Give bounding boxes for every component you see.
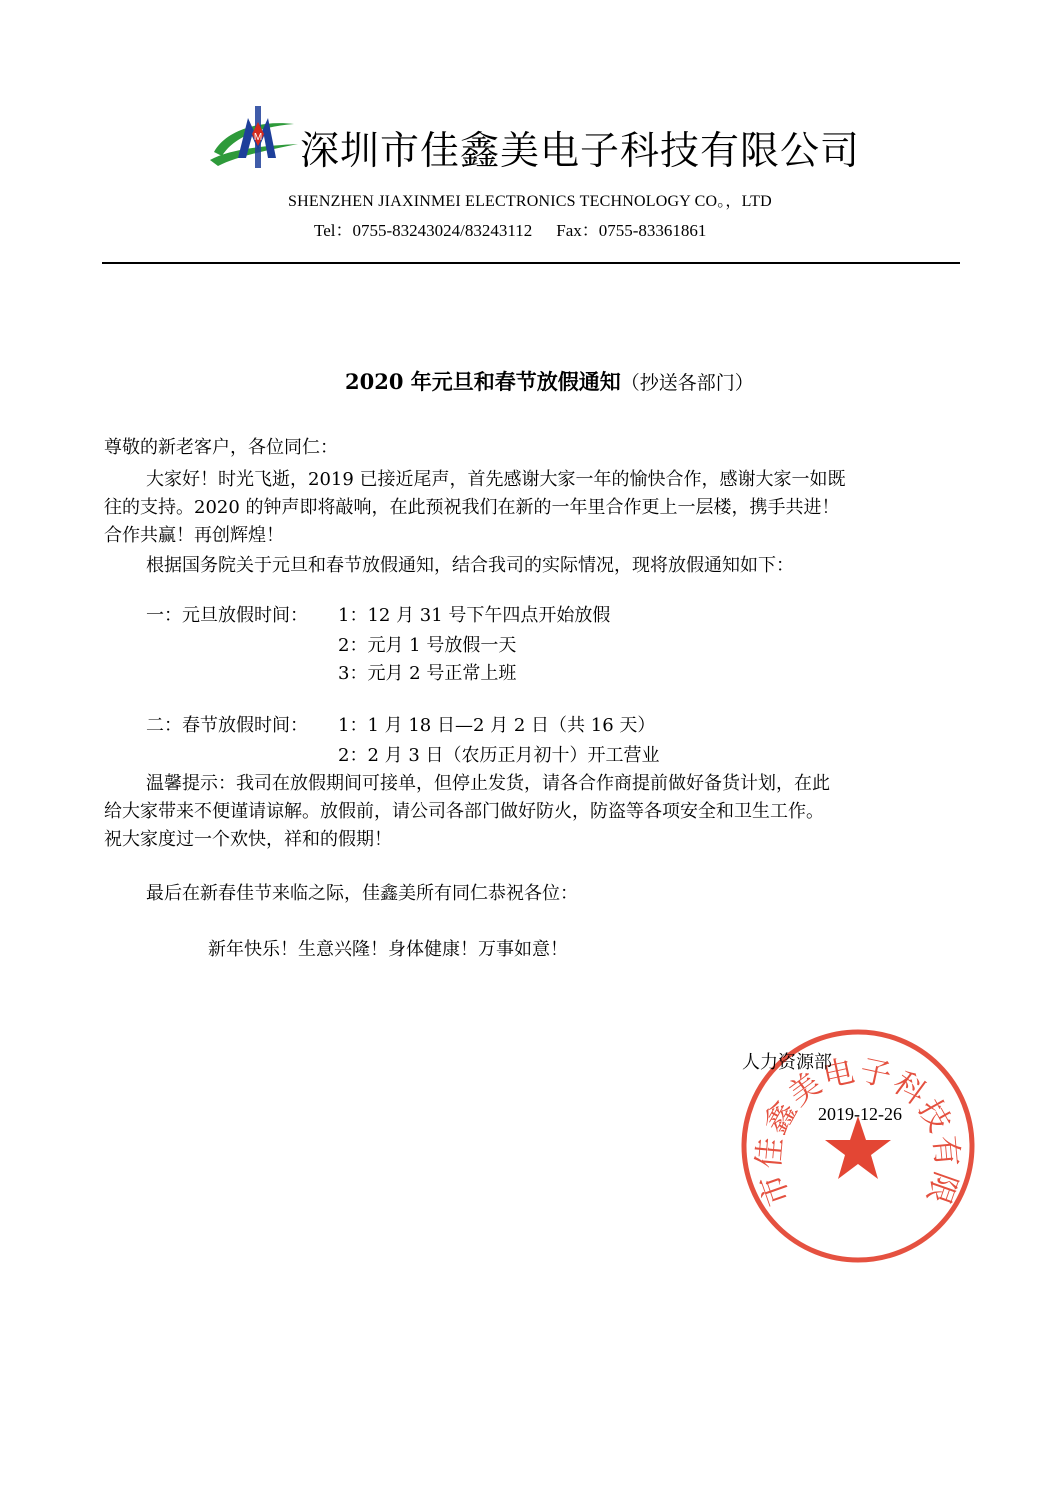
spring-festival-item-1: 1：1 月 18 日—2 月 2 日（共 16 天） (338, 715, 656, 736)
signature-date: 2019-12-26 (818, 1104, 902, 1124)
new-year-item-2: 2：元月 1 号放假一天 (338, 635, 517, 656)
spring-festival-item-2: 2：2 月 3 日（农历正月初十）开工营业 (338, 745, 660, 766)
salutation: 尊敬的新老客户，各位同仁： (104, 437, 338, 458)
seal-text: 市佳鑫美电子科技有限 (750, 1052, 966, 1211)
intro-line-1: 大家好！时光飞逝，2019 已接近尾声，首先感谢大家一年的愉快合作，感谢大家一如既 (146, 469, 846, 490)
notice-title-main: 2020 年元旦和春节放假通知 (345, 369, 621, 394)
new-year-item-1: 1：12 月 31 号下午四点开始放假 (338, 605, 611, 626)
reminder-line-3: 祝大家度过一个欢快，祥和的假期！ (104, 829, 392, 850)
logo-letter: M (253, 132, 263, 143)
header-divider (102, 262, 960, 264)
signature-department: 人力资源部 (742, 1052, 832, 1073)
notice-title-note: （抄送各部门） (620, 372, 754, 394)
notice-title (345, 366, 754, 396)
reminder-line-1: 温馨提示：我司在放假期间可接单，但停止发货，请各合作商提前做好备货计划，在此 (146, 773, 830, 794)
company-logo (208, 100, 300, 172)
reminder-line-2: 给大家带来不便谨请谅解。放假前，请公司各部门做好防火，防盗等各项安全和卫生工作。 (104, 801, 824, 822)
company-name: 深圳市佳鑫美电子科技有限公司 (300, 129, 861, 174)
company-name-english: SHENZHEN JIAXINMEI ELECTRONICS TECHNOLOGY CO。，LTD (288, 193, 772, 210)
contact-line (314, 216, 706, 241)
wishes-line: 新年快乐！生意兴隆！身体健康！万事如意！ (208, 939, 568, 960)
intro-line-2: 往的支持。2020 的钟声即将敲响，在此预祝我们在新的一年里合作更上一层楼，携手共进！ (104, 497, 840, 518)
spring-festival-label: 二：春节放假时间： (146, 715, 308, 736)
intro-line-3: 合作共赢！再创辉煌！ (104, 525, 284, 546)
closing-line: 最后在新春佳节来临之际，佳鑫美所有同仁恭祝各位： (146, 883, 578, 904)
telephone: Tel：0755-83243024/83243112 (314, 221, 533, 240)
fax: Fax：0755-83361861 (556, 221, 707, 240)
new-year-item-3: 3：元月 2 号正常上班 (338, 663, 517, 684)
basis-line: 根据国务院关于元旦和春节放假通知，结合我司的实际情况，现将放假通知如下： (146, 555, 794, 576)
new-year-label: 一：元旦放假时间： (146, 605, 308, 626)
